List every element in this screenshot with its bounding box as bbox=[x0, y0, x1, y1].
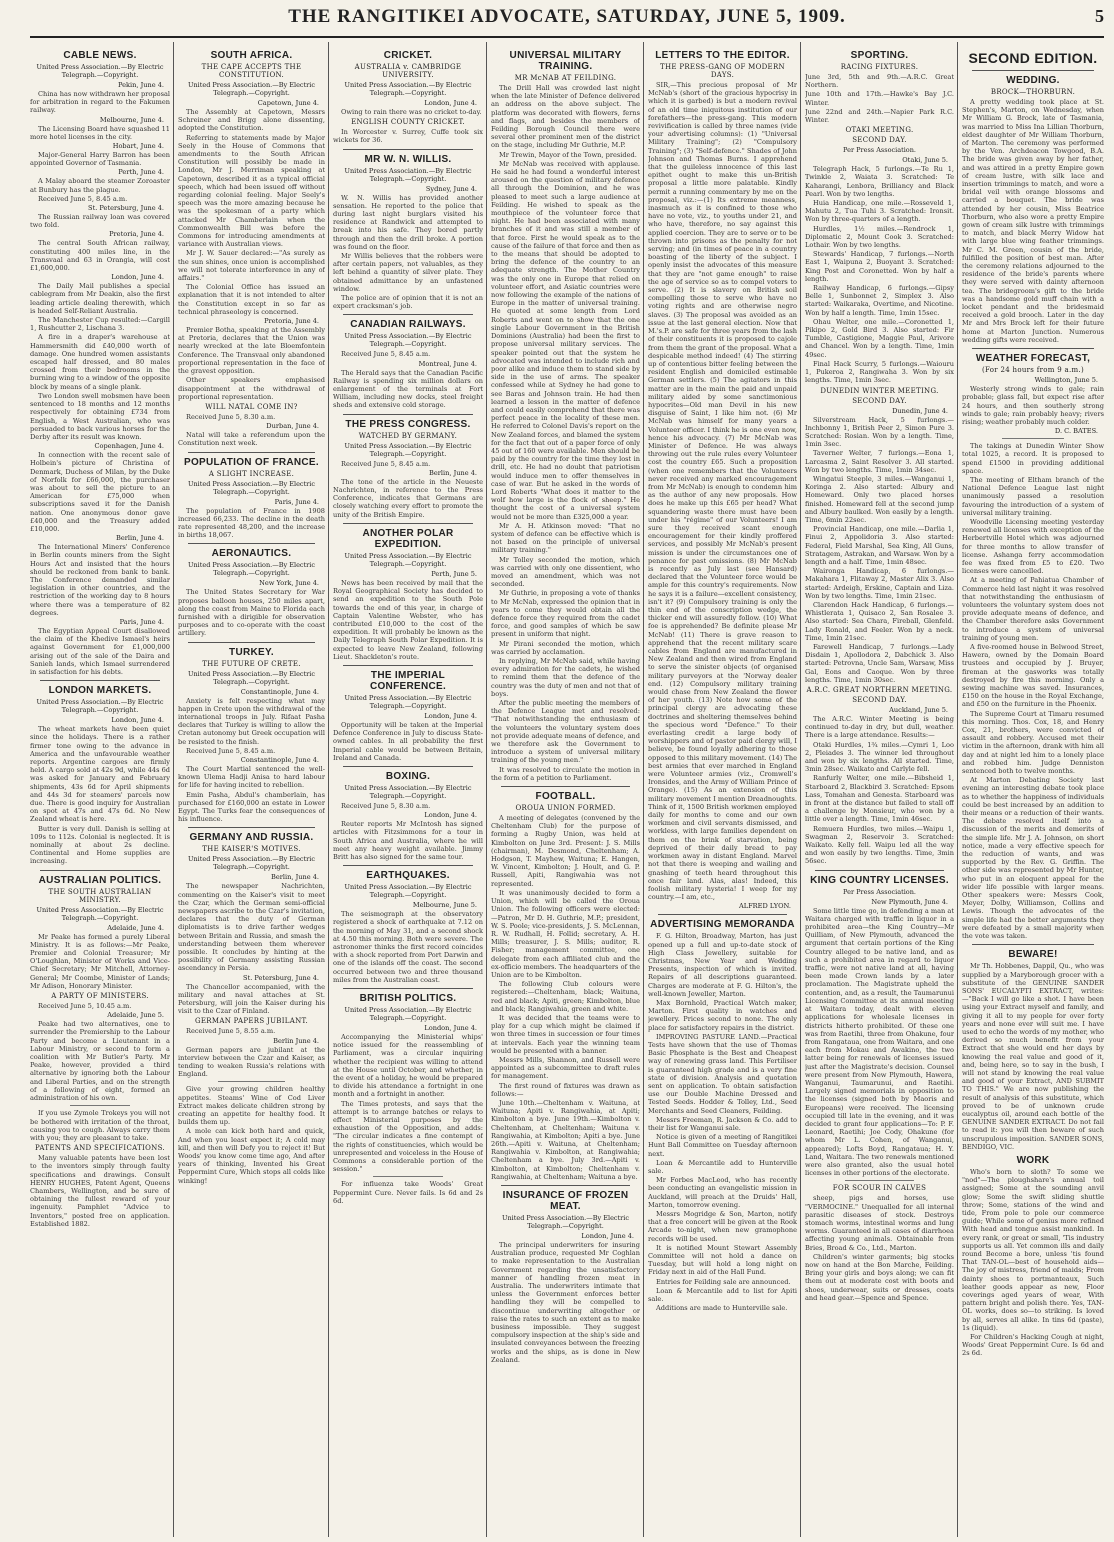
paragraph: The Licensing Board have squashed 11 more hotel licenses in the city. bbox=[30, 124, 170, 141]
paragraph: Final Hack Scurry, 5 furlongs.—Waiouru 1, Pukeroa 2, Rangiwaha 3. Won by six lengths. Time, 1min 3sec. bbox=[805, 359, 954, 385]
headline: LETTERS TO THE EDITOR. bbox=[655, 50, 790, 61]
dateline: Capetown, June 4. bbox=[257, 99, 319, 107]
dateline: Otaki, June 5. bbox=[902, 156, 948, 165]
section-rule bbox=[70, 1105, 130, 1106]
paragraph: F. G. Hilton, Broadway, Marton, has just opened up a full and up-to-date stock of High Class Jewellery, suitable for Christmas, New Year and Wedding Presents, inspection of which is invited. Repairs of all descriptions guaranteed. Charges are moderate at F. G. Hilton's, the well-known Jeweller, Marton. bbox=[648, 932, 797, 998]
paragraph: A meeting of delegates (convened by the Cheltenham Club) for the purpose of forming a Rugby Union, was held at Kimbolton on June 3rd. Present: J. S. Mills (chairman), M. Desmond, Cheltenham; A. Hodgson, T. Mayhew, Waituna; E. Hangen, W. Vincent, Kimbolton; J. Hoult, and G. P. Russell, Apiti, Rangiwahia was not represented. bbox=[491, 814, 640, 888]
paragraph: At Marton Debating Society last evening an interesting debate took place as to whether the happiness of individuals could be best increased by an addition to their means or a reduction of their wants. The debate resolved itself into a discussion of the merits and demerits of the simple life. Mr J. A. Johnson, on short notice, made a very effective speech for the reduction of wants, and was supported by the Rev. G. Griffin. The other side was represented by Mr Hunter, who put in an eloquent appeal for the wider life possible with larger means. Other speakers were: Messrs Cook, Meyer, Dolby, Williamson, Collins and Lewis. Though the advocates of the simple life had the better arguments they were defeated by a small majority when the vote was taken. bbox=[962, 776, 1104, 941]
dateline: Montreal, June 4. bbox=[418, 359, 477, 368]
paragraph: The Assembly at Capetown, Messrs Schreiner and Brigg alone dissenting, adopted the Constitution. bbox=[178, 108, 325, 133]
dateline: Berlin, June 4. bbox=[271, 873, 319, 882]
paragraph: W. N. Willis has provided another sensation. He reported to the police that during last night burglars visited his residence at Randwick and attempted to break into his safe. They bored partly through and then the drill broke. A portion was found on the floor. bbox=[333, 193, 483, 251]
paragraph: For Children's Hacking Cough at night, Woods' Great Peppermint Cure. Is 6d and 2s 6d. bbox=[962, 1333, 1104, 1358]
paragraph: Loan & Mercantile add to list for Apiti sale. bbox=[648, 1286, 797, 1304]
paragraph: Natal will take a referendum upon the Constitution next week. bbox=[178, 431, 325, 448]
credit-line: United Press Association.—By Electric Telegraph.—Copyright. bbox=[36, 63, 164, 79]
dateline: Constantinople, June 4. bbox=[240, 755, 319, 764]
paragraph: The Manchester Cup resulted:—Cargill 1, Rushcutter 2, Lischana 3. bbox=[30, 316, 170, 333]
paragraph: Hurdles, 1½ miles.—Rendrock 1, Diplomatic 2, Mount Cook 3. Scratched: Lothair. Won by two lengths. bbox=[805, 224, 954, 250]
subheading: A SLIGHT INCREASE. bbox=[208, 469, 295, 478]
paragraph: Woodville Licensing meeting yesterday renewed all licenses with exception of the Herbertville Hotel which was adjourned for three months to allow transfer of license. Ashanga ferry accommodation fee was fixed from £5 to £20. Two licenses were cancelled. bbox=[962, 517, 1104, 576]
paragraph: Messrs Freeman, R. Jackson & Co. add to their list for Wanganui sale. bbox=[648, 1115, 797, 1132]
dateline: Wellington, June 5. bbox=[1034, 376, 1098, 385]
paragraph: The Herald says that the Canadian Pacific Railway is spending six million dollars on enlargement of the terminals at Fort William, including new docks, steel freight sheds and extensive cold storage. bbox=[333, 368, 483, 410]
paragraph: Mr Pirani seconded the motion, which was carried by acclamation. bbox=[491, 639, 640, 656]
paragraph: Mr McNab was received with applause. He said he had found a wonderful interest aroused on the question of military defence all through the Dominion, and he was pleased to meet such a large audience at Feilding. He wished to speak as the mouthpiece of the volunteer force that night. He had been associated with many branches of it and was still a member of that force. First he would speak as to the cause of the failure of that force and then as to the means that should be adopted to bring the defence of the country to an adequate strength. The Mother Country was the only one in Europe that relied on volunteer effort, and Asiatic countries were now following the example of the nations of Europe in the matter of universal training. He quoted at some length from Lord Roberts and went on to show that the one single Labour Government in the British Dominions (Australia) had been the first to propose universal military services. The speaker pointed out that the system he advocated was intended to include rich and poor alike and induce them to stand side by side in the use of arms. The speaker confessed while at Sydney he had gone to see Baras and Johnson train. He had then learned a lesson in the matter of defence and could easily comprehend that there was perfect peace in the locality of these men. He referred to Colonel Davis's report on the New Zealand forces, and blamed the system for the fact that out of a paper force of only 45 out of 160 were available. Men should be paid by the country for the time they lost in drill, etc. He had no doubt that patriotism would induce men to offer themselves in case of war. But he asked in the words of Lord Roberts "What does it matter to the wolf how large is the flock of sheep." He thought the cost of a universal system would not be more than £325,000 a year. bbox=[491, 159, 640, 521]
paragraph: Farewell Handicap, 7 furlongs.—Lady Disdain 1, Apollodora 2, Dabchick 3. Also started: Petrovna, Uncle Sam, Warsaw, Miss Gal, Eons and Caoque. Won by three lengths. Time, 1min 30sec. bbox=[805, 642, 954, 684]
headline: WORK bbox=[1016, 1154, 1050, 1166]
paragraph: In Worcester v. Surrey, Cuffe took six wickets for 36. bbox=[333, 128, 483, 145]
credit-line: United Press Association.—By Electric Telegraph.—Copyright. bbox=[188, 479, 315, 496]
subheading: OROUA UNION FORMED. bbox=[515, 804, 616, 813]
paragraph: Mr Forbes MacLeod, who has recently been conducting an evangelistic mission in Auckland, will preach at the Druids' Hall, Marton, tomorrow evening. bbox=[648, 1176, 797, 1209]
paragraph: Telegraph Hack, 5 furlongs.—Te Ru 1, Twinkle 2, Waiata 3. Scratched: Te Kaharangi, Lenbora, Brilliancy and Black Pearl. Won by two lengths. bbox=[805, 165, 954, 198]
paragraph: It was decided that the teams were to play for a cup which might be claimed if won three times in succession or four times at intervals. Each year the winning team would be presented with a banner. bbox=[491, 1013, 640, 1055]
dateline: Adelaide, June 5. bbox=[107, 1011, 164, 1020]
section-rule bbox=[845, 1180, 914, 1181]
paragraph: A mole can kick both hard and quick, And when you least expect it; A cold may kill, and then will Defy you to reject it! But Woods' you know come time ago, And after years of thinking, Invented his Great Peppermint Cure, Which stops all colds like winking! bbox=[178, 1127, 325, 1185]
headline: CANADIAN RAILWAYS. bbox=[350, 319, 466, 331]
column-rule bbox=[643, 42, 644, 1537]
paragraph: The Supreme Court at Timaru resumed this morning. Thos. Cox, 18, and Henry Cox, 21, brothers, were convicted of assault and robbery. Accused met their victim in the afternoon, drank with him all day and at night led him to a lonely place and robbed him. Judge Denniston sentenced both to twelve months. bbox=[962, 709, 1104, 776]
credit-line: United Press Association.—By Electric Telegraph.—Copyright. bbox=[188, 669, 315, 686]
paragraph: At a meeting of Pahiatua Chamber of Commerce held last night it was resolved that notwithstanding the enthusiasm of volunteers the voluntary system does not provide adequate means of defence, and the Chamber therefore asks Government to introduce a system of universal training of young men. bbox=[962, 576, 1104, 642]
section-rule bbox=[343, 414, 473, 415]
column-rule bbox=[957, 42, 958, 1537]
section-rule bbox=[972, 70, 1094, 71]
dateline: Adelaide, June 4. bbox=[107, 923, 164, 932]
dateline: London, June 4. bbox=[424, 99, 477, 107]
section-rule bbox=[501, 1185, 630, 1186]
headline: CABLE NEWS. bbox=[63, 50, 137, 61]
paragraph: Messrs Mills, Shannon, and Russell were appointed as a subcommittee to draft rules for management. bbox=[491, 1055, 640, 1081]
subheading: THE SOUTH AUSTRALIAN MINISTRY. bbox=[48, 887, 152, 904]
paragraph: Received June 5, 8.45 a.m. bbox=[186, 746, 276, 755]
credit-line: United Press Association.—By Electric Telegraph.—Copyright. bbox=[344, 441, 472, 458]
dateline: London, June 4. bbox=[424, 811, 477, 820]
credit-line: United Press Association.—By Electric Telegraph.—Copyright. bbox=[344, 332, 472, 349]
paragraph: A five-roomed house in Belwood Street, Hawera, owned by the Domain Board trustees and occupied by J. Bruyer, fireman at the gasworks was totally destroyed by fire this morning. Only a sewing machine was saved. Insurances, £150 on the house in the Royal Exchange, and £50 on the furniture in the Phoenix. bbox=[962, 642, 1104, 709]
dateline: Pretoria, June 4. bbox=[109, 230, 164, 239]
paragraph: Stewards' Handicap, 7 furlongs.—North East 1, Waipuna 2, Buoyant 3. Scratched: King Post and Coronetted. Won by half a length. bbox=[805, 250, 954, 283]
credit-line: United Press Association.—By Electric Telegraph.—Copyright. bbox=[188, 561, 315, 578]
dateline: London, June 4. bbox=[111, 273, 164, 282]
paragraph: Loan & Mercantile add to Hunterville sale. bbox=[648, 1158, 797, 1175]
paragraph: Mr Guthrie, in proposing a vote of thanks to Mr McNab, expressed the opinion that in years to come they would obtain all the defence force they required from the cadet force, and good samples of which be saw present in uniform that night. bbox=[491, 589, 640, 639]
paragraph: Butter is very dull. Danish is selling at 109s to 112s. Colonial is neglected. It is nominally at about 2s decline. Continental and Home supplies are increasing. bbox=[30, 824, 170, 866]
subheading: THE CAPE ACCEPTS THE CONSTITUTION. bbox=[201, 63, 302, 79]
dateline: Melbourne, June 5. bbox=[412, 901, 477, 910]
column-rule bbox=[173, 42, 174, 1537]
paragraph: Ranfurly Welter, one mile.—Bibsheid 1, Starboard 2, Blackbird 3. Scratched: Epsom Lass, Tomahan and Genesta. Starboard was in front at the distance but failed to stall off a challenge by Monsieur, who won by a little over a length. Time, 1min 46sec. bbox=[805, 774, 954, 824]
paragraph: Received June 5, 8.45 a.m. bbox=[38, 194, 128, 203]
dateline: Dunedin, June 4. bbox=[892, 406, 948, 415]
credit-line: United Press Association.—By Electric Telegraph.—Copyright. bbox=[344, 81, 472, 97]
paragraph: Many valuable patents have been lost to the inventors simply through faulty specifications and drawings. Consult HENRY HUGHES, Patent Agent, Queens Chambers, Wellington, and be sure of obtaining the fullest reward of your ingenuity. Pamphlet "Advice to Inventors," posted free on application. Established 1882. bbox=[30, 1154, 170, 1228]
paragraph: Children's winter garments; big stocks now on hand at the Bon Marche, Feilding. Bring your girls and boys along; we can fit them out at moderate cost with boots and shoes, underwear, suits or dresses, coats and head gear.—Spence and Spence. bbox=[805, 1252, 954, 1302]
section-rule bbox=[188, 827, 315, 828]
dateline: Auckland, June 5. bbox=[889, 706, 948, 714]
headline: SECOND EDITION. bbox=[968, 50, 1098, 66]
paragraph: Reuter reports Mr McIntosh has signed articles with Fitzsimmons for a tour in South Africa and Australia, where he will meet any heavy weight available. Jimmy Britt has also signed for the same tour. bbox=[333, 820, 483, 861]
section-rule bbox=[972, 944, 1094, 945]
paragraph: Received June 5, 8.45 a.m. bbox=[341, 350, 431, 359]
signature: D. C. BATES. bbox=[1054, 427, 1098, 436]
paragraph: Mr Willis believes that the robbers were after certain papers, not valuables, as they left behind a quantity of silver plate. They obtained admittance by an unfastened window. bbox=[333, 252, 483, 293]
subheading: SECOND DAY. bbox=[852, 136, 907, 145]
section-rule bbox=[972, 348, 1094, 349]
headline: CRICKET. bbox=[383, 50, 433, 61]
subheading: WATCHED BY GERMANY. bbox=[358, 431, 458, 440]
headline: ADVERTISING MEMORANDA bbox=[650, 919, 795, 931]
page-number: 5 bbox=[1095, 6, 1104, 26]
column-rule bbox=[486, 42, 487, 1537]
paragraph: The central South African railway, constituting 400 miles line, in the Transvaal and 63 in Orangia, will cost £1,600,000. bbox=[30, 239, 170, 273]
paragraph: Railway Handicap, 6 furlongs.—Gipsy Belle 1, Sunbonnet 2, Simplex 3. Also started: Waikaraka, Overtime, and Nicotine. Won by half a length. Time, 1min 15sec. bbox=[805, 284, 954, 317]
paragraph: June 22nd and 24th.—Napier Park R.C. Winter. bbox=[805, 107, 954, 125]
paragraph: sheep, pigs and horses, use "VERMOCINE." Unequalled for all internal parasitic diseases of stock. Destroys stomach worms, intestinal worms and lung worms. Guaranteed in all cases of diarrhoea affecting young animals. Obtainable from Bries, Broad & Co., Ltd., Marton. bbox=[805, 1194, 954, 1252]
column-4 bbox=[491, 46, 640, 1536]
paragraph: Remuera Hurdles, two miles.—Waipu 1, Swagman 2, Reservoir 3. Scratched: Waikato. Kelly fell. Waipu led all the way and won easily by two lengths. Time, 3min 56sec. bbox=[805, 824, 954, 866]
credit-line: United Press Association.—By Electric Telegraph.—Copyright. bbox=[344, 166, 472, 183]
paragraph: Entries for Feilding sale are announced. bbox=[656, 1277, 791, 1286]
credit-line: Per Press Association. bbox=[843, 146, 916, 155]
section-rule bbox=[343, 149, 473, 150]
paragraph: China has now withdrawn her proposal for arbitration in regard to the Fakumen railway. bbox=[30, 90, 170, 115]
credit-line: United Press Association.—By Electric Telegraph.—Copyright. bbox=[188, 855, 315, 872]
headline: SOUTH AFRICA. bbox=[210, 50, 293, 61]
paragraph: Mr Th. Hobbenes, Dappil, Qu., who was supplied by a Maryborough grocer with a substitute of the GENUINE SANDER SONS' EUCALYPTI EXTRACT, writes:—"Back I will go like a shot. I have been using your Extract myself and family, and giving it all to my people for over forty years and none ever will suit me. I have used to echo the words of my mother, who derived so much benefit from your Extract that she would end her days by knowing the real value and good of it, and, being here, so to say in the bush, I will not stand by knowing the real value and good of your Extract, AND SUBMIT TO THIS." We are now publishing the result of analysis of this substitute, which proved to be of unknown crude eucalyptus oil, around each bottle of the GENUINE SANDER EXTRACT. Do not fail to read it: you will then beware of such unscrupulous imposition. SANDER SONS, BENDIGO, VIC. bbox=[962, 962, 1104, 1151]
subheading: DUNEDIN WINTER MEETING. bbox=[820, 386, 939, 395]
headline: AERONAUTICS. bbox=[211, 548, 292, 560]
column-5 bbox=[648, 46, 797, 1536]
credit-line: United Press Association.—By Electric Telegraph.—Copyright. bbox=[502, 1214, 629, 1230]
paragraph: Who's born to sloth? To some we "nod"—The ploughshare's annual toil assigned; Some at the sounding anvil glow; Some the swift sliding shuttle throw; Some, stations of the wind and tide, From pole to pole our commerce guide; While some of genius more refined With head and tongue assist mankind. In every rank, or great or small, 'Tis industry supports us all. Yet common ills and daily round Become a bore, unless 'tis found That TAN-OL—best of household aids—The joy of mistress, friend of maids; From dainty shoes to portmanteaux, Such leather goods appear as new, Floor coverings aged years of wear, With pattern bright and polish there. Yes, TAN-OL works, does so—to striking. Is loved by all, serves all alike. In tins 6d (paste), 1s (liquid). bbox=[962, 1167, 1104, 1332]
paragraph: The seismograph at the observatory registered a shock of earthquake at 7.12 on the morning of May 31, and a second shock at 4.50 this morning. Both were severe. The astronomer thinks the first record coincides with a shock reported from Port Darwin and one of the islands off the coast. The second occurred between two and three thousand miles from the Australian coast. bbox=[333, 910, 483, 984]
paragraph: Some little time go, in defending a man at Waitara charged with traffic in liquor in a prohibited area—the King Country—Mr Quilliam, of New Plymouth, advanced the argument that certain portions of the King Country alleged to be native land, and as such a prohibited area in regard to liquor traffic, were not native land at all, having been made Crown lands by a later proclamation. The Magistrate upheld the contention, and, as a result, the Taumarunui Licensing Committee at its annual meeting at Waitara today, dealt with eleven applications for wholesale licenses in districts hitherto prohibited. Of these one was from Raetihi, three from Ohakune, four from Rangataua, one from Waitara, and one each from Mokau and Awakino, the two latter being for renewals of licenses issued just after the Magistrate's decision. Counsel were present from New Plymouth, Hawera, Wanganui, Taumarunui, and Raetihi. Largely signed memorials in opposition to the licenses (signed both by Maoris and Europeans) were received. The licensing occupied till late in the evening, and it was decided to grant four applications—To: P. F. Leonard, Raetihi; Joe Cody, Ohakune (for whom Mr L. Cohen, of Wanganui, appeared); Lofts Boyd, Rangataua; H. Y. Land, Waitara. The two renewals mentioned were also granted, also the usual hotel licenses in other portions of the electorate. bbox=[805, 906, 954, 1178]
paragraph: Ohau Welter, one mile.—Coronetted 1, Pikipo 2, Gold Bird 3. Also started: Fir Tumble, Castigione, Maggie Paul, Arivore and Chancel. Won by a length. Time, 1min 49sec. bbox=[805, 317, 954, 359]
credit-line: United Press Association.—By Electric Telegraph.—Copyright. bbox=[344, 551, 472, 568]
paragraph: The wheat markets have been quiet since the holidays. There is a rather firmer tone owing to the advance in America and the unfavourable weather reports. Argentine cargoes are firmly held. A cargo sold at 42s 9d, while 44s 6d was asked for January and February shipments, 43s 6d for April shipments and 44s 3d for steamers' parcels now due. There is good inquiry for Australian on spot at 47s and 47s 6d. No New Zealand wheat is here. bbox=[30, 725, 170, 824]
section-rule bbox=[343, 865, 473, 866]
paragraph: Taverner Welter, 7 furlongs.—Eona 1, Larcasma 2, Saint Resolver 3. All started. Won by two lengths. Time, 1min 34sec. bbox=[805, 449, 954, 474]
dateline: Hobart, June 4. bbox=[112, 142, 164, 151]
paragraph: Wingatui Steeple, 3 miles.—Wanganui 1, Koringa 2. Also started: Albury and Homeward. Only two placed horses finished. Homeward fell at the second jump and Albury baulked. Won easily by a length. Time, 6min 22sec. bbox=[805, 474, 954, 524]
paragraph: The following Club colours were registered:—Cheltenham, black; Waituna, red and black; Apiti, green; Kimbolton, blue and black; Rangiwahia, green and white. bbox=[491, 980, 640, 1013]
credit-line: Per Press Association. bbox=[843, 887, 916, 896]
paragraph: The takings at Dunedin Winter Show total 1025, a record. It is proposed to spend £1500 in providing additional space. bbox=[962, 442, 1104, 475]
paragraph: SIR,—This precious proposal of Mr McNab's (short of the gracious hypocrisy in which it is garbed) is but a modern revival of an old time iniquitous institution of our forefathers—the press-gang. This modern revivification is called by three names (vide your advertising columns): (1) "Universal Military Training"; (2) "Compulsory Training"; (3) "Self-defence." Shades of John Johnson and Thomas Burns. I apprehend that the guileless innocence of this last epithet ought to make this un-British proposal a little more palatable. Kindly permit a running commentary by me on the proposal, viz.:—(1) Its extreme meanness, inasmuch as it is confined to those who have no vote, viz., to youths under 21, and who have, therefore, no say against this applied coercion. They are to serve or to be thrown into prisons as the penalty for not serving; and (in times of peace in a country boasting of the liberty of the subject. I openly insist the advocates of this measure that they are "not game enough" to raise the age of service so as to compel voters to serve. (2) It is slavery on British soil compelling those to serve who have no voting rights and are otherwise negro slaves. (3) The proposal was avoided as an issue at the last general election. Now that M.'s.P. are safe for three years from the lash of their constituents it is proposed to cajole from them the grant of the proposal. What a despicable method indeed! (4) The stirring up of contentious bitter feeling between the resident English and domiciled estimable German settlers. (5) The agitators in this matter are in the main the paid and unpaid military aided by some sanctimonious hypocrites—Old man Devil in his new disguise of Saint, I like him not. (6) Mr McNab was himself for many years a Volunteer officer. I think he is one even now, hence his advocacy. (7) Mr McNab was Minister of Defence. He was always throwing out the rule rules every Volunteer cost the country £65. Such a proposition (when one remembers that the Volunteers never received any marked encouragement from Mr McNab) is enough to condemn him as the author of any new proposals. How does he make up this £65 per head? What squandering waste there must have been under his "régime" of our Volunteers! I am sure they received scant enough encouragement for their kindly proffered services, and possibly Mr McNab's present mission is under the circumstances one of penance for past omissions. (8) Mr McNab is recently as July last (see Hansard) declared that the Volunteer force would be ample for this country's requirements. Now he says it is a failure—excellent consistency, isn't it? (9) Compulsory training is only the thin end of the conscription wedge, the thicker end will assuredly follow. (10) What foe is apprehended? Be definite please Mr McNab! (11) There is grave reason to apprehend that the recent military scare cables from England are manufactured in New Zealand and then wired from England to serve the sinister objects (of organised military purveyors at the 'Norway dealer end. (12) Compulsory military training would chase from New Zealand the flower of her youth. (13) Note how some of the principal clergy are advocating these doctrines and sheltering themselves behind the specious word "Defence." To their everlasting credit a large body of worshippers and of pastor paid clergy will, I believe, be found loyally adhering to those opposed to this military movement. (14) The best armies that ever marched in England were Volunteer armies (viz., Cromwell's Ironsides, and the Army of William Prince of Orange). (15) As an extension of this military movement I mention Dreadnoughts. Think of it, 1500 British workmen employed daily for months to come and our own workmen and civil servants dismissed, and workless, with large families dependent on them on the brink of starvation, being deprived of their daily bread to pay workmen away in distant England. Marvel not that there is weeping and wailing and gnashing of teeth heard throughout this once fair land. Alas, alas! Indeed, this foolish military hysteria! I weep for my country.—I am, etc., bbox=[648, 81, 797, 902]
paragraph: June 10th and 17th.—Hawke's Bay J.C. Winter. bbox=[805, 90, 954, 107]
headline: EARTHQUAKES. bbox=[366, 870, 450, 882]
paragraph: A fire in a draper's warehouse at Hammersmith did £40,000 worth of damage. One hundred women assistants escaped half dressed, and 80 males crossed from their bedrooms in the burning wing to a window of the opposite block by means of a single plank. bbox=[30, 333, 170, 391]
headline: UNIVERSAL MILITARY TRAINING. bbox=[509, 50, 622, 72]
paragraph: If you use Zymole Trokeys you will not be bothered with irritation of the throat, causing you to cough. Always carry them with you; they are pleasant to take. bbox=[30, 1109, 170, 1142]
section-rule bbox=[815, 870, 944, 871]
column-rule bbox=[800, 42, 801, 1537]
dateline: Berlin June 4. bbox=[273, 1036, 319, 1045]
headline: BRITISH POLITICS. bbox=[359, 992, 457, 1004]
headline: LONDON MARKETS. bbox=[48, 685, 152, 697]
headline: AUSTRALIAN POLITICS. bbox=[38, 874, 162, 886]
paragraph: The tone of the article in the Neueste Nachrichten, in reference to the Press Conference, indicates that Germans are closely watching every effort to promote the unity of the British Empire. bbox=[333, 477, 483, 519]
paragraph: The United States Secretary for War proposes balloon houses, 250 miles apart, along the coast from Maine to Florida each furnished with a dirigible for observation purposes and to co-operate with the coast artillery. bbox=[178, 588, 325, 638]
paragraph: In replying, Mr McNab said, while having every admiration for the cadets, he wished to remind them that the defence of the country was the duty of men and not that of boys. bbox=[491, 657, 640, 698]
paragraph: Emin Pasha, Abdul's chamberlain, has purchased for £160,000 an estate in Lower Egypt. The Turks fear the consequences of his influence. bbox=[178, 790, 325, 824]
subheading: BROCK—THORBURN. bbox=[990, 88, 1076, 96]
paragraph: Provincial Handicap, one mile.—Darlia 1, Finui 2, Appolidoria 3. Also started: Federal, Field Marshal, Sea King, All Guns, Stratagem, Astrakan, and Warsaw. Won by a length and a half. Time, 1min 48sec. bbox=[805, 525, 954, 566]
section-rule bbox=[343, 766, 473, 767]
paragraph: After the public meeting the members of the Defence League met and resolved: "That notwithstanding the enthusiasm of the volunteers the voluntary system does not provide adequate means of defence, and we therefore ask the Government to introduce a system of universal military training of the young men." bbox=[491, 699, 640, 765]
paragraph: The Egyptian Appeal Court disallowed the claim of the Khedive Ismael's heirs against Government for £1,000,000 arising out of the sale of the Daira and Sanieh lands, which Ismael surrendered in satisfaction for his debts. bbox=[30, 626, 170, 676]
dateline: London, June 4. bbox=[424, 711, 477, 720]
paragraph: The International Miners' Conference in Berlin counts miners from the Sight Hours Act and insisted that the hours should be reckoned from bank to bank. The Conference demanded similar legislation in other countries, and the restriction of the working day to 8 hours where there was a temperature of 82 degrees. bbox=[30, 543, 170, 617]
dateline: London, June 4. bbox=[111, 716, 164, 725]
credit-line: United Press Association.—By Electric Telegraph.—Copyright. bbox=[344, 883, 472, 900]
credit-line: United Press Association.—By Electric Telegraph.—Copyright. bbox=[344, 783, 472, 800]
credit-line: United Press Association.—By Electric Telegraph.—Copyright. bbox=[344, 693, 472, 710]
paragraph: Received June 5, 10.45 a.m. bbox=[38, 1002, 132, 1011]
dateline: Perth, June 5. bbox=[431, 569, 477, 578]
paragraph: Received June 5, 8.55 a.m. bbox=[186, 1027, 276, 1036]
paragraph: Messrs Mogridge & Son, Marton, notify that a free concert will be given at the Rook Arcade to-night, when new gramophone records will be used. bbox=[648, 1210, 797, 1243]
paragraph: Mr Trewin, Mayor of the Town, presided. bbox=[499, 150, 637, 159]
dateline: Perth, June 4. bbox=[118, 168, 164, 177]
column-rule bbox=[328, 42, 329, 1537]
paragraph: Mr J. W. Sauer declared:—"As surely as the sun shines, once union is accomplished we will not tolerate interference in any of affairs." bbox=[178, 249, 325, 283]
paragraph: It was resolved to circulate the motion in the form of a petition to Parliament. bbox=[491, 765, 640, 782]
dateline: St. Petersburg, June 4. bbox=[88, 204, 164, 213]
paragraph: The Colonial Office has issued an explanation that it is not intended to alter the Constitution except in so far as technical phraseology is concerned. bbox=[178, 283, 325, 316]
section-rule bbox=[343, 988, 473, 989]
subheading: OTAKI MEETING. bbox=[845, 126, 914, 135]
paragraph: The Times protests, and says that the attempt is to arrange batches or relays to effect Ministerial purposes by the exhaustion of the Opposition, and adds: "The circular indicates a fine contempt of the rights of constituencies, which would be unrepresented and voiceless in the House of Commons a considerable portion of the session." bbox=[333, 1099, 483, 1174]
credit-line: United Press Association.—By Electric Telegraph.—Copyright. bbox=[188, 81, 315, 97]
headline: BEWARE! bbox=[1008, 949, 1058, 961]
headline: BOXING. bbox=[385, 770, 431, 782]
credit-line: United Press Association.—By Electric Telegraph.—Copyright. bbox=[36, 698, 164, 715]
column-3 bbox=[333, 46, 483, 1536]
subheading: WILL NATAL COME IN? bbox=[205, 402, 298, 411]
paragraph: The Daily Mail publishes a special cablegram from Mr Deakin, also the first leading article dealing therewith, which is headed Self-Reliant Australia. bbox=[30, 282, 170, 315]
subheading: SECOND DAY. bbox=[852, 396, 907, 405]
column-2 bbox=[178, 46, 325, 1536]
headline: TURKEY. bbox=[229, 646, 274, 658]
signature: ALFRED LYON. bbox=[738, 902, 791, 911]
paragraph: Give your growing children healthy appetites. Steams' Wine of Cod Liver Extract makes delicate children strong by creating an appetite for healthy food. It builds them up. bbox=[178, 1085, 325, 1127]
paragraph: June 10th.—Cheltenham v. Waituna, at Waituna; Apiti v. Rangiwahia, at Apiti; Kimbolton a bye. June 19th.—Kimbolton v. Cheltenham, at Cheltenham; Waituna v. Rangiwahia, at Kimbolton; Apiti a bye. June 26th.—Apiti v. Waituna, at Cheltenham; Rangiwahia v. Kimbolton, at Rangiwahia; Cheltenham a bye. July 3rd.—Apiti v. Kimbolton, at Kimbolton; Cheltenham v. Rangiwahia, at Cheltenham; Waituna a bye. bbox=[491, 1098, 640, 1181]
paragraph: The Chancellor accompanied, with the military and naval attaches at St. Petersburg, will join the Kaiser during his visit to the Czar of Finland. bbox=[178, 982, 325, 1016]
paragraph: The meeting of Eltham branch of the National Defence League last night unanimously passed a resolution favouring the introduction of a system of universal military training. bbox=[962, 475, 1104, 517]
dateline: London, June 4. bbox=[581, 1232, 634, 1240]
paragraph: The Russian railway loan was covered two fold. bbox=[30, 213, 170, 230]
paragraph: The newspaper Nachrichten, commenting on the Kaiser's visit to meet the Czar, which the German semi-official newspapers ascribe to the Czar's invitation, declares that the duty of German diplomatists is to drive farther wedges between Britain and Russia, and smash the understanding between them wherever possible. It concludes by hinting at the possibility of Germany assisting Russian ascendancy in Persia. bbox=[178, 882, 325, 973]
dateline: Paris, June 4. bbox=[274, 497, 319, 506]
dateline: Durban, June 4. bbox=[266, 422, 319, 431]
masthead-rule bbox=[30, 36, 1104, 38]
headline: WEATHER FORECAST, bbox=[975, 353, 1091, 365]
paragraph: Additions are made to Hunterville sale. bbox=[656, 1304, 788, 1313]
dateline: Berlin, June 4. bbox=[116, 534, 164, 543]
section-rule bbox=[188, 543, 315, 544]
subheading: THE PRESS-GANG OF MODERN DAYS. bbox=[660, 63, 785, 79]
subheading: GERMAN PAPERS JUBILANT. bbox=[195, 1017, 308, 1026]
column-7 bbox=[962, 46, 1104, 1536]
dateline: New York, June 4. bbox=[259, 579, 319, 588]
paragraph: Major-General Harry Barron has been appointed Governor of Tasmania. bbox=[30, 151, 170, 168]
paragraph: Other speakers emphasised disappointment at the withdrawal of proportional representation. bbox=[178, 376, 325, 401]
subheading: PATENTS AND SPECIFICATIONS. bbox=[35, 1144, 165, 1153]
dateline: Paris, June 4. bbox=[119, 617, 164, 626]
subheading: SECOND DAY. bbox=[852, 696, 907, 704]
paragraph: Two London swell mobsmen have been sentenced to 18 months and 12 months respectively for obtaining £734 from English, a West Australian, who was persuaded to back various horses for the Derby after its result was known. bbox=[30, 391, 170, 441]
newspaper-title: THE RANGITIKEI ADVOCATE, SATURDAY, JUNE 5, 1909. bbox=[288, 6, 846, 27]
headline: FOOTBALL. bbox=[535, 791, 596, 803]
headline: KING COUNTRY LICENSES. bbox=[810, 874, 949, 886]
paragraph: The A.R.C. Winter Meeting is being continued to-day in dry, but dull, weather. There is a large attendance. Results:— bbox=[805, 715, 954, 740]
section-rule bbox=[343, 314, 473, 315]
paragraph: Referring to statements made by Major Seely in the House of Commons that amendments to the South African Constitution will possibly be made in London, Mr J. Merriman speaking at Capetown, described it as a typical official speech, which had been issued off without regarding colonial feeling. Major Seely's speech was the more amazing because he was the spokesman of a party which attacked Mr Chamberlain when the Commonwealth Bill was before the Commons for introducing amendments at variance with Australian views. bbox=[178, 133, 325, 249]
headline: THE IMPERIAL CONFERENCE. bbox=[369, 669, 447, 692]
paragraph: Received June 5, 8.30 a.m. bbox=[186, 412, 276, 421]
column-1 bbox=[30, 46, 170, 1536]
subheading: THE FUTURE OF CRETE. bbox=[202, 659, 301, 668]
section-rule bbox=[343, 523, 473, 524]
dateline: Constantinople, June 4. bbox=[240, 687, 319, 696]
section-rule bbox=[501, 786, 630, 787]
paragraph: Otaki Hurdles, 1¾ miles.—Cymri 1, Loo 2, Pleiades 3. The winner led throughout and won by six lengths. All started. Time, 3min 28sec. Waikato and Carlyle fell. bbox=[805, 740, 954, 774]
paragraph: It is notified Mount Stewart Assembly Committee will not hold a dance on Tuesday, but will hold a long night on Friday next in aid of the Hall Fund. bbox=[648, 1243, 797, 1277]
paragraph: Mr Peake has formed a purely Liberal Ministry. It is as follows:—Mr Peake, Premier and Colonial Treasurer; Mr O'Loughlan, Minister of Works and Vice-Chief Secretary; Mr Mitchell, Attorney-General; Mr Coombe, Minister of Lands; Mr Adison, Honorary Minister. bbox=[30, 932, 170, 990]
paragraph: Notice is given of a meeting of Rangitikei Hunt Ball Committee on Tuesday afternoon next. bbox=[648, 1133, 797, 1158]
section-rule bbox=[658, 914, 787, 915]
headline: WEDDING. bbox=[1006, 75, 1060, 86]
subheading: RACING FIXTURES. bbox=[840, 63, 919, 71]
paragraph: German papers are jubilant at the interview between the Czar and Kaiser, as tending to weaken Russia's relations with England. bbox=[178, 1045, 325, 1079]
paragraph: The principal underwriters for insuring Australian produce, requested Mr Coghlan to make representation to the Australian Government regarding the unsatisfactory manner of handling frozen meat in Australia. The underwriters intimate that unless the Government enforces better handling they will be compelled to discontinue underwriting altogether or raise the rates to such an extent as to make business impossible. They suggest compulsory inspection at the ship's side and insulated conveyances between the freezing works and the ships, as is done in New Zealand. bbox=[491, 1241, 640, 1364]
dateline: New Plymouth, June 4. bbox=[871, 897, 948, 906]
section-rule bbox=[40, 870, 160, 871]
paragraph: Silverstream Hack, 5 furlongs.—Inchbonny 1, British Peer 2, Simon Pure 3. Scratched: Rosian. Won by a length. Time, 1min 3sec. bbox=[805, 415, 954, 449]
paragraph: For influenza take Woods' Great Peppermint Cure. Never fails. Is 6d and 2s 6d. bbox=[333, 1180, 483, 1205]
dateline: Berlin, June 4. bbox=[429, 468, 477, 477]
paragraph: Received June 5, 8.30 a.m. bbox=[341, 801, 431, 810]
paragraph: Premier Botha, speaking at the Assembly at Pretoria, declares that the Union was nearly wrecked at the late Bloemfontein Conference. The Transvaal only abandoned proportional representation in the face of the gravest opposition. bbox=[178, 326, 325, 376]
dateline: London, June 4. bbox=[424, 1023, 477, 1032]
paragraph: Accompanying the Ministerial whips' notice issued for the reassembling of Parliament, was a circular inquiring whether the recipient was willing to attend at the House until October, and whether, in the event of a holiday, he would be prepared to divide his attendance a fortnight in one month and a fortnight in another. bbox=[333, 1032, 483, 1099]
paragraph: Anxiety is felt respecting what may happen in Crete upon the withdrawal of the international troops in July. Rifaat Pasha declares that Turkey is willing to allow the Cretan autonomy but Greek occupation will be resisted to the finish. bbox=[178, 696, 325, 746]
subheading: MR McNAB AT FEILDING. bbox=[514, 74, 617, 82]
dateline: Pekin, June 4. bbox=[117, 81, 164, 89]
paragraph: A pretty wedding took place at St. Stephen's, Marton, on Wednesday, when Mr William G. Brock, late of Tasmania, was married to Miss Ina Lillian Thorburn, eldest daughter of Mr William Thorburn, of Marton. The ceremony was performed by the Ven. Archdeacon Towgood, B.A. The bride was given away by her father, and was attired in a pretty Empire gown of cream lustre, with silk lace and insertion trimmings to match, and wore a bridal veil with orange blossoms and carried a bouquet. The bride was attended by her cousin, Miss Beatrice Thorburn, who also wore a pretty Empire gown of cream silk lustre with trimmings to match, and black Merry Widow hat with large blue wing feather trimmings. Mr C. M. Green, cousin of the bride, fulfilled the position of best man. After the ceremony relations adjourned to the residence of the bride's parents where they were served with dainty afternoon tea. The bridegroom's gift to the bride was a handsome gold muff chain with a locket pendant and the bridesmaid received a gold brooch. Later in the day Mr and Mrs Brock left for their future home at Marton Junction. Numerous wedding gifts were received. bbox=[962, 98, 1104, 344]
section-rule bbox=[40, 680, 160, 681]
headline: MR W. N. WILLIS. bbox=[364, 153, 452, 165]
section-rule bbox=[188, 452, 315, 453]
subheading: FOR SCOUR IN CALVES bbox=[832, 1184, 927, 1193]
subheading: THE KAISER'S MOTIVES. bbox=[202, 845, 301, 854]
section-rule bbox=[373, 1176, 443, 1177]
paragraph: The Court Martial sentenced the well-known Ulema Hadji Anisa to hard labour for life for having incited to rebellion. bbox=[178, 764, 325, 790]
paragraph: The police are of opinion that it is not an expert cracksman's job. bbox=[333, 294, 483, 311]
headline: THE PRESS CONGRESS. bbox=[345, 418, 471, 430]
credit-line: United Press Association.—By Electric Telegraph.—Copyright. bbox=[36, 905, 164, 922]
paragraph: The first round of fixtures was drawn as follows:— bbox=[491, 1081, 640, 1098]
dateline: Copenhagen, June 4. bbox=[94, 442, 164, 451]
credit-line: United Press Association.—By Electric Telegraph.—Copyright. bbox=[344, 1005, 472, 1022]
headline: POPULATION OF FRANCE. bbox=[183, 456, 319, 468]
paragraph: In connection with the recent sale of Holbein's picture of Christina of Denmark, Duchess of Milan, by the Duke of Norfolk for £66,000, the purchaser was about to sell the picture to an American for £75,000 when subscriptions saved it for the Danish nation. One anonymous donor gave £40,000 and the Treasury added £10,000. bbox=[30, 451, 170, 533]
subheading: A PARTY OF MINISTERS. bbox=[51, 992, 149, 1001]
headline: ANOTHER POLAR EXPEDITION. bbox=[362, 527, 454, 550]
paragraph: Max Bornhold, Practical Watch maker, Marton. First quality in watches and jewellery. Prices second to none. The only place for satisfactory repairs in the district. bbox=[648, 998, 797, 1032]
paragraph: It was unanimously decided to form a Union, which will be called the Oroua Union. The following officers were elected:—Patron, Mr D. H. Guthrie, M.P.; president, W. S. Poole; vice-presidents, J. S. McLennan, R. W. Rudhall, H. Follid; secretary, A. H. Mills; treasurer, J. S. Mills; auditor, R. Fisher; management committee, one delegate from each affiliated club and the ex-officio members. The headquarters of the Union are to be Kimbolton. bbox=[491, 888, 640, 979]
dateline: St. Petersburg, June 4. bbox=[243, 973, 319, 982]
section-rule bbox=[1002, 438, 1064, 439]
paragraph: Huia Handicap, one mile.—Rosseveld 1, Mahutu 2, Tua Tuhi 3. Scratched: Ironsit. Won by three-quarters of a length. bbox=[805, 199, 954, 224]
paragraph: Received June 5, 8.45 a.m. bbox=[341, 459, 431, 468]
dateline: Sydney, June 4. bbox=[425, 184, 477, 193]
masthead bbox=[30, 4, 1104, 40]
paragraph: Waironga Handicap, 6 furlongs.—Makahara 1, Flitaway 2, Master Alix 3. Also started: Ardeigh, Erskine, Captain and Liza. Won by two lengths. Time, 1min 21sec. bbox=[805, 567, 954, 600]
paragraph: Westerly strong winds to gale; rain probable; glass fall, but expect rise after 24 hours, and then southerly strong winds to gale; rain probably heavy; rivers rising; weather probably much colder. bbox=[962, 385, 1104, 426]
section-rule bbox=[343, 665, 473, 666]
paragraph: News has been received by mail that the Royal Geographical Society has decided to send an expedition to the South Pole towards the end of this year, in charge of Captain Valentine Webster, who has contributed £10,000 to the cost of the expedition. It will probably be known as the Daily Telegraph South Polar Expedition. It is expected to leave New Zealand, following Lieut. Shackleton's route. bbox=[333, 578, 483, 661]
subheading: AUSTRALIA v. CAMBRIDGE UNIVERSITY. bbox=[354, 63, 462, 79]
paragraph: A Malay aboard the steamer Zoroaster at Bunbury has the plague. bbox=[30, 177, 170, 194]
column-6 bbox=[805, 46, 954, 1536]
paragraph: Peake had two alternatives, one to surrender the Premiership to the Labour Party and become a Lieutenant in a Labour Ministry, or second to form a coalition with Mr Butler's Party. Mr Peake, however, provided a third alternative by ignoring both the Labour and Liberal Parties, and on the strength of a following of eight, formed an administration of his own. bbox=[30, 1020, 170, 1103]
paragraph: Mr Tolley seconded the motion, which was carried with only one dissentient, who moved an amendment, which was not seconded. bbox=[491, 555, 640, 589]
subheading: A.R.C. GREAT NORTHERN MEETING. bbox=[806, 686, 953, 694]
paragraph: The Drill Hall was crowded last night when the late Minister of Defence delivered an address on the above subject. The platform was decorated with flowers, ferns and flags, and besides the members of Feilding Borough Council there were several other prominent men of the district on the stage, including Mr Guthrie, M.P. bbox=[491, 84, 640, 150]
paragraph: June 3rd, 5th and 9th.—A.R.C. Great Northern. bbox=[805, 73, 954, 90]
section-rule bbox=[188, 642, 315, 643]
dateline: Melbourne, June 4. bbox=[99, 115, 164, 124]
paragraph: Owing to rain there was no cricket to-day. bbox=[341, 108, 482, 116]
dateline: Pretoria, June 4. bbox=[264, 317, 319, 326]
paragraph: Mr A. H. Atkinson moved: "That no system of defence can be effective which is not based on the principle of universal military training." bbox=[491, 521, 640, 555]
paragraph: Opportunity will be taken at the Imperial Defence Conference in July to discuss State-owned cables. In all probability the first Imperial cable would be between Britain, Ireland and Canada. bbox=[333, 720, 483, 762]
paragraph: IMPROVING PASTURE LAND.—Practical Tests have shown that the use of Thomas Basic Phosphate is the Best and Cheapest way of renewing grass land. This Fertiliser is guaranteed high grade and is a very fine state of division. Analysis and quotation sent on application. To obtain satisfaction use our Double Machine Dressed and Tested Seeds. Hodder & Tolley, Ltd., Seed Merchants and Seed Cleaners, Feilding. bbox=[648, 1032, 797, 1115]
subheading: (For 24 hours from 9 a.m.) bbox=[981, 366, 1084, 375]
section-rule bbox=[218, 1081, 285, 1082]
paragraph: The population of France in 1908 increased 66,233. The decline in the death rate represented 48,200, and the increase in births 18,067. bbox=[178, 506, 325, 540]
subheading: ENGLISH COUNTY CRICKET. bbox=[351, 118, 465, 127]
headline: INSURANCE OF FROZEN MEAT. bbox=[502, 1190, 629, 1212]
headline: GERMANY AND RUSSIA. bbox=[189, 832, 314, 844]
paragraph: Clarendon Hack Handicap, 6 furlongs.—Whistlerata 1, Quisaco 2, San Rosalee 3. Also started: Sea Chara, Fireball, Glenfeld. Lady Ronald, and Feeler. Won by a neck. Time, 1min 21sec. bbox=[805, 600, 954, 642]
headline: SPORTING. bbox=[850, 50, 909, 61]
